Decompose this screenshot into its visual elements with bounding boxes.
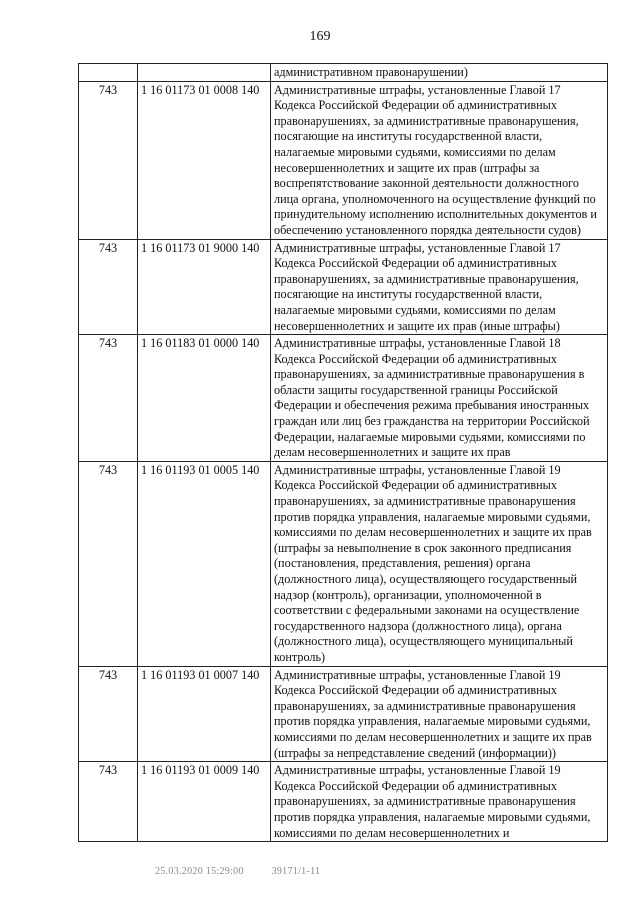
admin-code-cell: 743: [79, 461, 138, 666]
description-cell: Административные штрафы, установленные Главой 18 Кодекса Российской Федерации об административных правонарушениях, за административные правонарушения в области защиты государственной границы Российской Федерации и обеспечения режима пребывания иностранных граждан или лиц без гражданства на территории Российской Федерации, налагаемые мировыми судьями, комиссиями по делам несовершеннолетних и защите их прав: [271, 335, 608, 462]
kbk-code-cell: 1 16 01173 01 0008 140: [138, 81, 271, 239]
description-cell: Административные штрафы, установленные Главой 19 Кодекса Российской Федерации об административных правонарушениях, за административные правонарушения против порядка управления, налагаемые мировыми судьями, комиссиями по делам несовершеннолетних и: [271, 762, 608, 842]
admin-code-cell: 743: [79, 239, 138, 335]
kbk-code-cell: 1 16 01193 01 0005 140: [138, 461, 271, 666]
kbk-code-cell: 1 16 01173 01 9000 140: [138, 239, 271, 335]
table-row: [79, 335, 608, 462]
revenue-codes-table: [78, 63, 608, 842]
description-cell: Административные штрафы, установленные Главой 17 Кодекса Российской Федерации об административных правонарушениях, за административные правонарушения, посягающие на институты государственной власти, налагаемые мировыми судьями, комиссиями по делам несовершеннолетних и защите их прав (штрафы за воспрепятствование законной деятельности должностного лица органа, уполномоченного на осуществление функций по принудительному исполнению исполнительных документов и обеспечению установленного порядка деятельности судов): [271, 81, 608, 239]
admin-code-cell: 743: [79, 81, 138, 239]
kbk-code-cell: 1 16 01183 01 0000 140: [138, 335, 271, 462]
table-row: [79, 666, 608, 762]
table-row: [79, 239, 608, 335]
page-number: 169: [309, 29, 331, 44]
admin-code-cell: 743: [79, 335, 138, 462]
description-cell: Административные штрафы, установленные Главой 19 Кодекса Российской Федерации об административных правонарушениях, за административные правонарушения против порядка управления, налагаемые мировыми судьями, комиссиями по делам несовершеннолетних и защите их прав (штрафы за непредставление сведений (информации)): [271, 666, 608, 762]
kbk-code-cell: [138, 64, 271, 82]
admin-code-cell: 743: [79, 762, 138, 842]
table-row: [79, 64, 608, 82]
table-row: [79, 81, 608, 239]
description-cell: административном правонарушении): [271, 64, 608, 82]
table-row: [79, 762, 608, 842]
footer-timestamp: 25.03.2020 15:29:00: [155, 866, 244, 877]
kbk-code-cell: 1 16 01193 01 0007 140: [138, 666, 271, 762]
table-row: [79, 461, 608, 666]
page-footer: [155, 866, 345, 877]
description-cell: Административные штрафы, установленные Главой 19 Кодекса Российской Федерации об административных правонарушениях, за административные правонарушения против порядка управления, налагаемые мировыми судьями, комиссиями по делам несовершеннолетних и защите их прав (штрафы за невыполнение в срок законного предписания (постановления, представления, решения) органа (должностного лица), осуществляющего государственный надзор (контроль), организации, уполномоченной в соответствии с федеральными законами на осуществление государственного надзора (должностного лица), органа (должностного лица), осуществляющего муниципальный контроль): [271, 461, 608, 666]
footer-doc-id: 39171/1-11: [271, 866, 321, 877]
description-cell: Административные штрафы, установленные Главой 17 Кодекса Российской Федерации об административных правонарушениях, за административные правонарушения, посягающие на институты государственной власти, налагаемые мировыми судьями, комиссиями по делам несовершеннолетних и защите их прав (иные штрафы): [271, 239, 608, 335]
admin-code-cell: [79, 64, 138, 82]
admin-code-cell: 743: [79, 666, 138, 762]
kbk-code-cell: 1 16 01193 01 0009 140: [138, 762, 271, 842]
